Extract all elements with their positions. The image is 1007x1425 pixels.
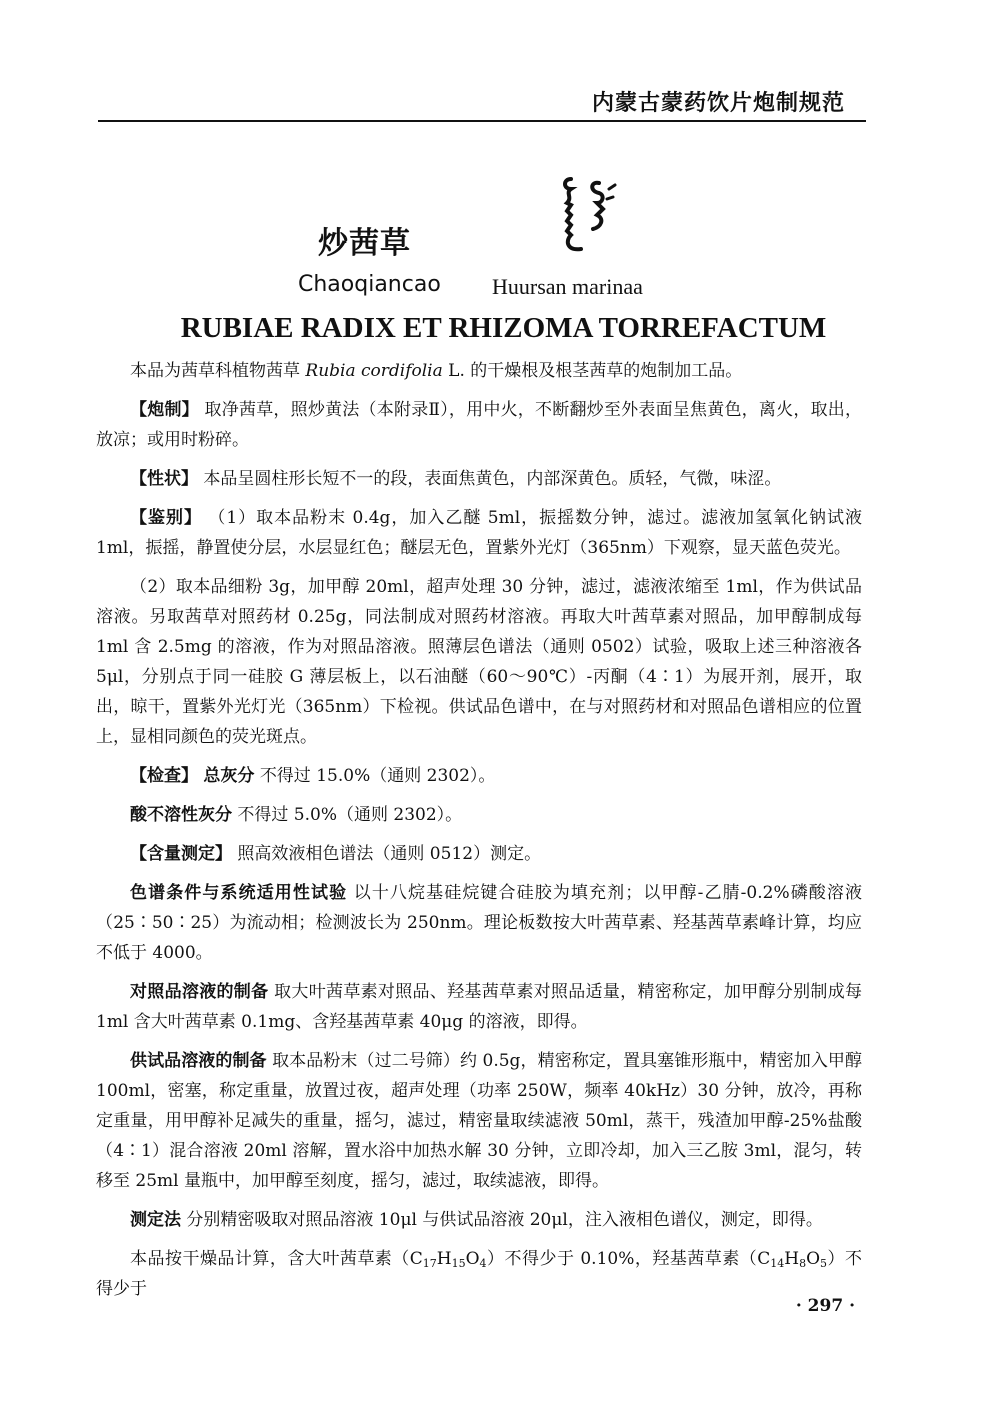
pinyin-name: Chaoqiancao: [298, 272, 441, 297]
formula-element: H: [436, 1249, 452, 1269]
method-paragraph: [96, 1205, 862, 1235]
assay-label: 【含量测定】: [130, 844, 232, 864]
identification-label: 【鉴别】: [130, 508, 202, 528]
reference-solution-text: 取大叶茜草素对照品、羟基茜草素对照品适量，精密称定，加甲醇分别制成每 1ml 含大叶茜草素 0.1mg、含羟基茜草素 40μg 的溶液，即得。: [96, 982, 863, 1032]
test-solution-paragraph: [96, 1046, 862, 1196]
intro-paragraph: [96, 356, 862, 386]
processing-label: 【炮制】: [130, 400, 199, 420]
monograph-body: [96, 356, 862, 1313]
content-text-2: ）不得少于 0.10%，羟基茜草素（C: [486, 1249, 771, 1269]
monograph-title: 炒茜草: [318, 226, 411, 261]
chromatography-text: 以十八烷基硅烷键合硅胶为填充剂；以甲醇-乙腈-0.2%磷酸溶液（25∶50∶25）为流动相；检测波长为 250nm。理论板数按大叶茜草素、羟基茜草素峰计算，均应不低于 4000。: [96, 883, 862, 963]
total-ash-label: 总灰分: [203, 766, 255, 786]
content-limit-paragraph: [96, 1244, 862, 1304]
mongolian-latin-name: Huursan marinaa: [492, 274, 643, 299]
processing-text: 取净茜草，照炒黄法（本附录Ⅱ），用中火，不断翻炒至外表面呈焦黄色，离火，取出，放凉；或用时粉碎。: [96, 400, 863, 450]
method-label: 测定法: [130, 1210, 181, 1230]
formula-subscript: 8: [799, 1257, 807, 1270]
method-text: 分别精密吸取对照品溶液 10μl 与供试品溶液 20μl，注入液相色谱仪，测定，即得。: [186, 1210, 823, 1230]
identification-paragraph-1: [96, 503, 862, 563]
formula-subscript: 17: [422, 1257, 437, 1270]
content-text-3: ）不得少于: [96, 1249, 862, 1299]
formula-element: O: [465, 1249, 480, 1269]
header-rule: [98, 120, 866, 122]
formula-subscript: 14: [770, 1257, 785, 1270]
processing-paragraph: [96, 395, 862, 455]
page-number: · 297 ·: [795, 1296, 855, 1316]
content-text-1: 本品按干燥品计算，含大叶茜草素（C: [130, 1249, 423, 1269]
intro-text: 本品为茜草科植物茜草: [130, 361, 306, 381]
formula-subscript: 15: [451, 1257, 466, 1270]
mongolian-script-title: [553, 175, 623, 255]
latin-name: RUBIAE RADIX ET RHIZOMA TORREFACTUM: [180, 312, 827, 344]
reference-solution-label: 对照品溶液的制备: [130, 982, 269, 1002]
running-header: 内蒙古蒙药饮片炮制规范: [591, 90, 845, 116]
identification-text-1: （1）取本品粉末 0.4g，加入乙醚 5ml，振摇数分钟，滤过。滤液加氢氧化钠试液 1ml，振摇，静置使分层，水层显红色；醚层无色，置紫外光灯（365nm）下观察，显天蓝色荧光。: [96, 508, 863, 558]
formula-subscript: 5: [820, 1257, 828, 1270]
formula-subscript: 4: [479, 1257, 487, 1270]
chromatography-paragraph: [96, 878, 862, 968]
reference-solution-paragraph: [96, 977, 862, 1037]
inspection-label: 【检查】: [130, 766, 198, 786]
intro-text-2: L. 的干燥根及根茎茜草的炮制加工品。: [442, 361, 743, 381]
acid-ash-paragraph: [96, 800, 862, 830]
assay-text: 照高效液相色谱法（通则 0512）测定。: [237, 844, 542, 864]
description-label: 【性状】: [130, 469, 198, 489]
description-paragraph: [96, 464, 862, 494]
acid-ash-label: 酸不溶性灰分: [130, 805, 232, 825]
species-name: Rubia cordifolia: [305, 361, 443, 381]
acid-ash-text: 不得过 5.0%（通则 2302）。: [237, 805, 463, 825]
test-solution-text: 取本品粉末（过二号筛）约 0.5g，精密称定，置具塞锥形瓶中，精密加入甲醇 100ml，密塞，称定重量，放置过夜，超声处理（功率 250W，频率 40kHz）30 分钟，放冷，再称定重量，用甲醇补足减失的重量，摇匀，滤过，精密量取续滤液 50ml，蒸干，残渣加甲醇-25%盐酸（4∶1）混合溶液 20ml 溶解，置水浴中加热水解 30 分钟，立即冷却，加入三乙胺 3ml，混匀，转移至 25ml 量瓶中，加甲醇至刻度，摇匀，滤过，取续滤液，即得。: [96, 1051, 862, 1191]
identification-text-2: （2）取本品细粉 3g，加甲醇 20ml，超声处理 30 分钟，滤过，滤液浓缩至 1ml，作为供试品溶液。另取茜草对照药材 0.25g，同法制成对照药材溶液。再取大叶茜草素对照品，加甲醇制成每 1ml 含 2.5mg 的溶液，作为对照品溶液。照薄层色谱法（通则 0502）试验，吸取上述三种溶液各 5μl，分别点于同一硅胶 G 薄层板上，以石油醚（60～90℃）-丙酮（4∶1）为展开剂，展开，取出，晾干，置紫外光灯光（365nm）下检视。供试品色谱中，在与对照药材和对照品色谱相应的位置上，显相同颜色的荧光斑点。: [96, 577, 862, 747]
total-ash-text: 不得过 15.0%（通则 2302）。: [259, 766, 496, 786]
formula-element: O: [806, 1249, 821, 1269]
inspection-paragraph: [96, 761, 862, 791]
chromatography-label: 色谱条件与系统适用性试验: [130, 883, 348, 903]
identification-paragraph-2: [96, 572, 862, 752]
description-text: 本品呈圆柱形长短不一的段，表面焦黄色，内部深黄色。质轻，气微，味涩。: [203, 469, 782, 489]
formula-element: H: [784, 1249, 800, 1269]
test-solution-label: 供试品溶液的制备: [130, 1051, 267, 1071]
assay-paragraph: [96, 839, 862, 869]
